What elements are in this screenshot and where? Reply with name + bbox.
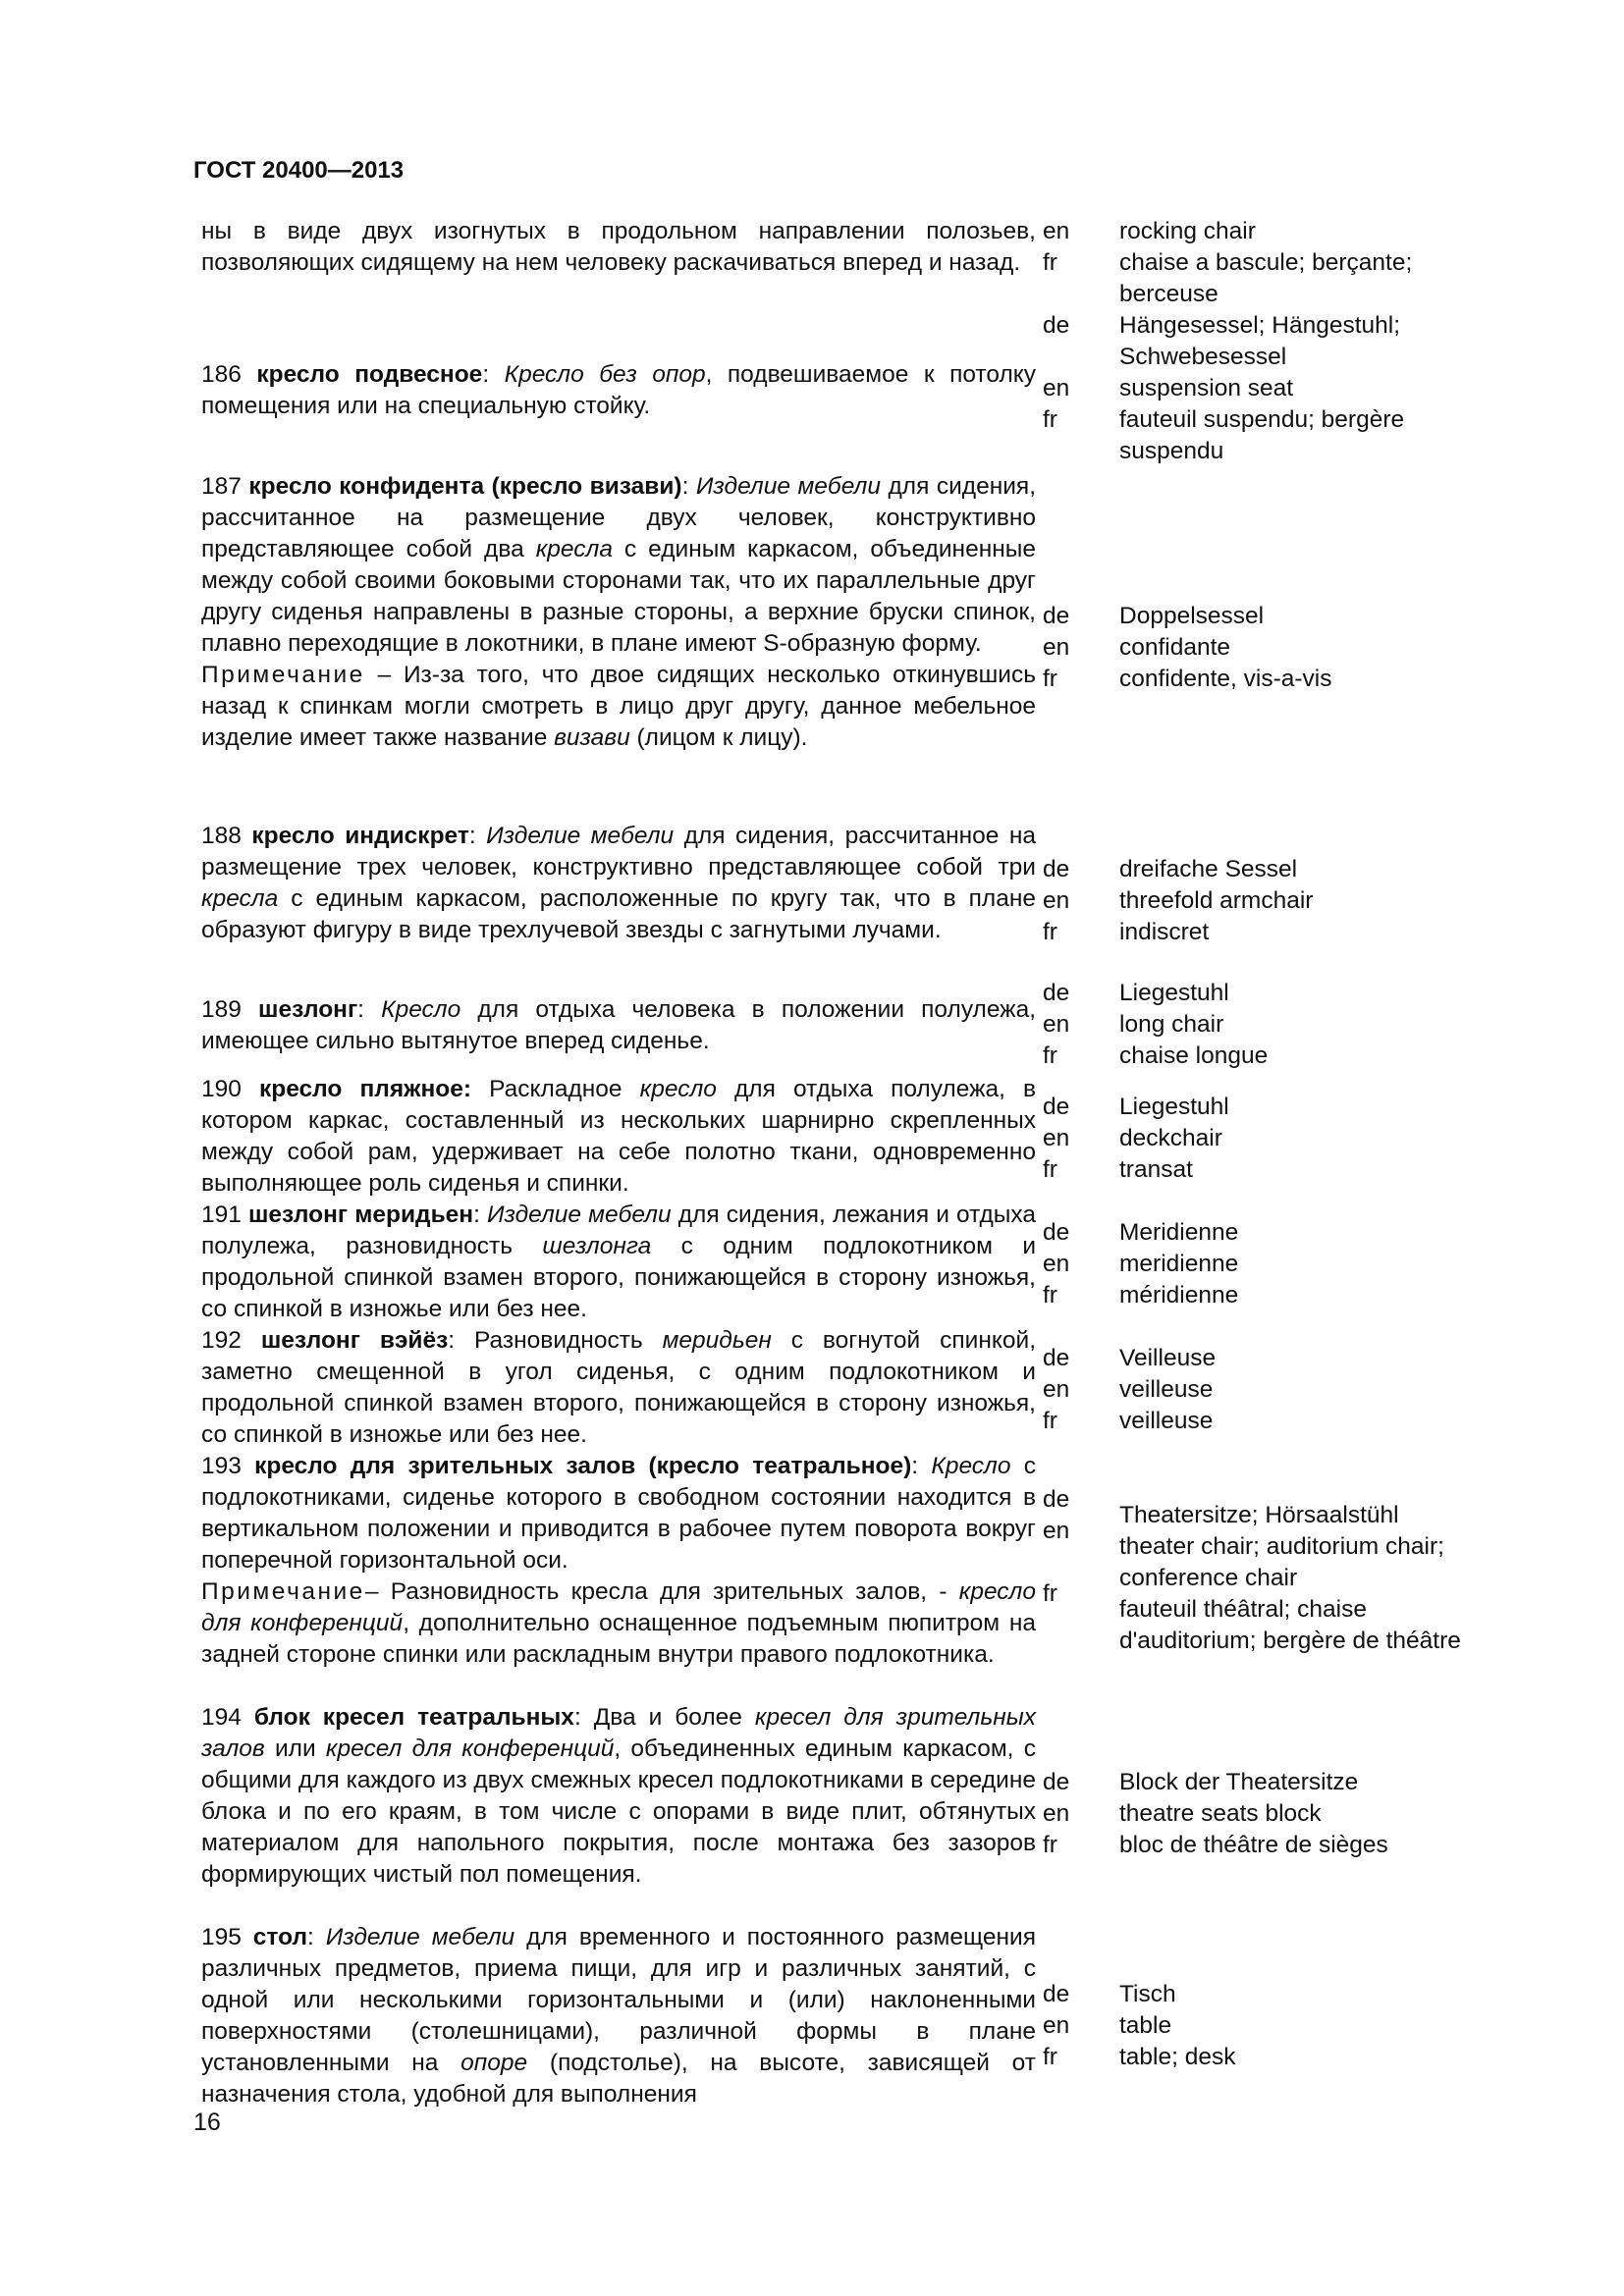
entry-193-languages: de en fr (1043, 1486, 1070, 1607)
entry-195-languages: de en fr (1043, 1981, 1070, 2070)
term-188: кресло индискрет (251, 823, 469, 849)
entry-189: 189 шезлонг: Кресло для отдыха человека в положении полулежа, имеющее сильно вытянутое вперед сиденье. (201, 996, 1036, 1054)
term-189: шезлонг (258, 996, 358, 1023)
entry-190: 190 кресло пляжное: Раскладное кресло для отдыха полулежа, в котором каркас, составленный из нескольких шарнирно скрепленных между собой рам, удерживает на себе полотно ткани, одновременно выполняющее роль сиденья и спинки. (201, 1076, 1037, 1197)
entry-191-languages: de en fr (1043, 1219, 1070, 1308)
entry-193: 193 кресло для зрительных залов (кресло театральное): Кресло с подлокотниками, сиденье которого в свободном состоянии находится в вертикальном положении и приводится в рабочее путем поворота вокруг поперечной горизонтальной оси. Примечание– Разновидность кресла для зрительных залов, - кресло для конференций, дополнительно оснащенное подъемным пюпитром на задней стороне спинки или раскладным внутри правого подлокотника. (201, 1453, 1036, 1668)
entry-186-translations: suspension seat fauteuil suspendu; bergère suspendu (1119, 375, 1405, 464)
term-186: кресло подвесное (256, 361, 483, 388)
entry-191: 191 шезлонг меридьен: Изделие мебели для сидения, лежания и отдыха полулежа, разновидность шезлонга с одним подлокотником и продольной спинкой взамен второго, понижающейся в сторону изножья, со спинкой в изножье или без нее. (201, 1201, 1037, 1322)
entry-languages: en fr de (1043, 218, 1070, 339)
entry-194-translations: Block der Theatersitze theatre seats block bloc de théâtre de sièges (1119, 1769, 1388, 1858)
note-label: Примечание (201, 662, 365, 688)
term-190: кресло пляжное: (259, 1076, 472, 1102)
term-191: шезлонг меридьен (248, 1201, 474, 1228)
term-192: шезлонг вэйёз (260, 1327, 449, 1354)
entry-192-translations: Veilleuse veilleuse veilleuse (1119, 1345, 1217, 1434)
term-193: кресло для зрительных залов (кресло театральное) (254, 1453, 912, 1479)
entry-192-languages: de en fr (1043, 1345, 1070, 1434)
entry-187-languages: de en fr (1043, 603, 1070, 692)
entry-193-translations: Theatersitze; Hörsaalstühl theater chair; auditorium chair; conference chair fauteuil théâtral; chaise d'auditorium; bergère de théâtre (1119, 1502, 1461, 1654)
entry-191-translations: Meridienne meridienne méridienne (1119, 1219, 1239, 1308)
entry-188-languages: de en fr (1043, 856, 1070, 945)
entry-192: 192 шезлонг вэйёз: Разновидность меридьен с вогнутой спинкой, заметно смещенной в угол сиденья, с одним подлокотником и продольной спинкой взамен второго, понижающейся в сторону изножья, со спинкой в изножье или без нее. (201, 1327, 1037, 1448)
entry-194-languages: de en fr (1043, 1769, 1070, 1858)
entry-188-translations: dreifache Sessel threefold armchair indiscret (1119, 856, 1314, 945)
entry-190-translations: Liegestuhl deckchair transat (1119, 1094, 1229, 1183)
entry-187: 187 кресло конфидента (кресло визави): Изделие мебели для сидения, рассчитанное на размещение двух человек, конструктивно представляющее собой два кресла с единым каркасом, объединенные между собой своими боковыми сторонами так, что их параллельные друг другу сиденья направлены в разные стороны, а верхние бруски спинок, плавно переходящие в локотники, в плане имеют S-образную форму. Примечание – Из-за того, что двое сидящих несколько откинувшись назад к спинкам могли смотреть в лицо друг другу, данное мебельное изделие имеет также название визави (лицом к лицу). (201, 473, 1037, 751)
note-label: Примечание (201, 1578, 365, 1605)
entry-continuation-text: ны в виде двух изогнутых в продольном направлении полозьев, позволяющих сидящему на нем человеку раскачиваться вперед и назад. (201, 218, 1036, 276)
term-187: кресло конфидента (кресло визави) (248, 473, 682, 500)
entry-188: 188 кресло индискрет: Изделие мебели для сидения, рассчитанное на размещение трех человек, конструктивно представляющее собой три кресла с единым каркасом, расположенные по кругу так, что в плане образуют фигуру в виде трехлучевой звезды с загнутыми лучами. (201, 823, 1037, 943)
entry-186-languages: en fr (1043, 375, 1070, 433)
entry-189-languages: de en fr (1043, 980, 1070, 1069)
entry-189-translations: Liegestuhl long chair chaise longue (1119, 980, 1269, 1069)
entry-187-translations: Doppelsessel confidante confidente, vis-a-vis (1119, 603, 1332, 692)
term-195: стол (252, 1924, 308, 1950)
entry-190-languages: de en fr (1043, 1094, 1070, 1183)
entry-194: 194 блок кресел театральных: Два и более кресел для зрительных залов или кресел для конференций, объединенных единым каркасом, с общими для каждого из двух смежных кресел подлокотниками в середине блока и по его краям, в том числе с опорами в виде плит, обтянутых материалом для напольного покрытия, после монтажа без зазоров формирующих чистый пол помещения. (201, 1704, 1036, 1888)
entry-translations: rocking chair chaise a bascule; berçante; berceuse Hängesessel; Hängestuhl; Schwebesessel (1119, 218, 1413, 370)
entry-186: 186 кресло подвесное: Кресло без опор, подвешиваемое к потолку помещения или на специальную стойку. (201, 361, 1036, 419)
term-194: блок кресел театральных (253, 1704, 574, 1731)
document-header: ГОСТ 20400—2013 (193, 157, 405, 184)
page-number: 16 (193, 2109, 221, 2136)
entry-195-translations: Tisch table table; desk (1119, 1981, 1236, 2070)
entry-195: 195 стол: Изделие мебели для временного и постоянного размещения различных предметов, приема пищи, для игр и различных занятий, с одной или несколькими горизонтальными и (или) наклоненными поверхностями (столешницами), различной формы в плане установленными на опоре (подстолье), на высоте, зависящей от назначения стола, удобной для выполнения (201, 1924, 1037, 2108)
